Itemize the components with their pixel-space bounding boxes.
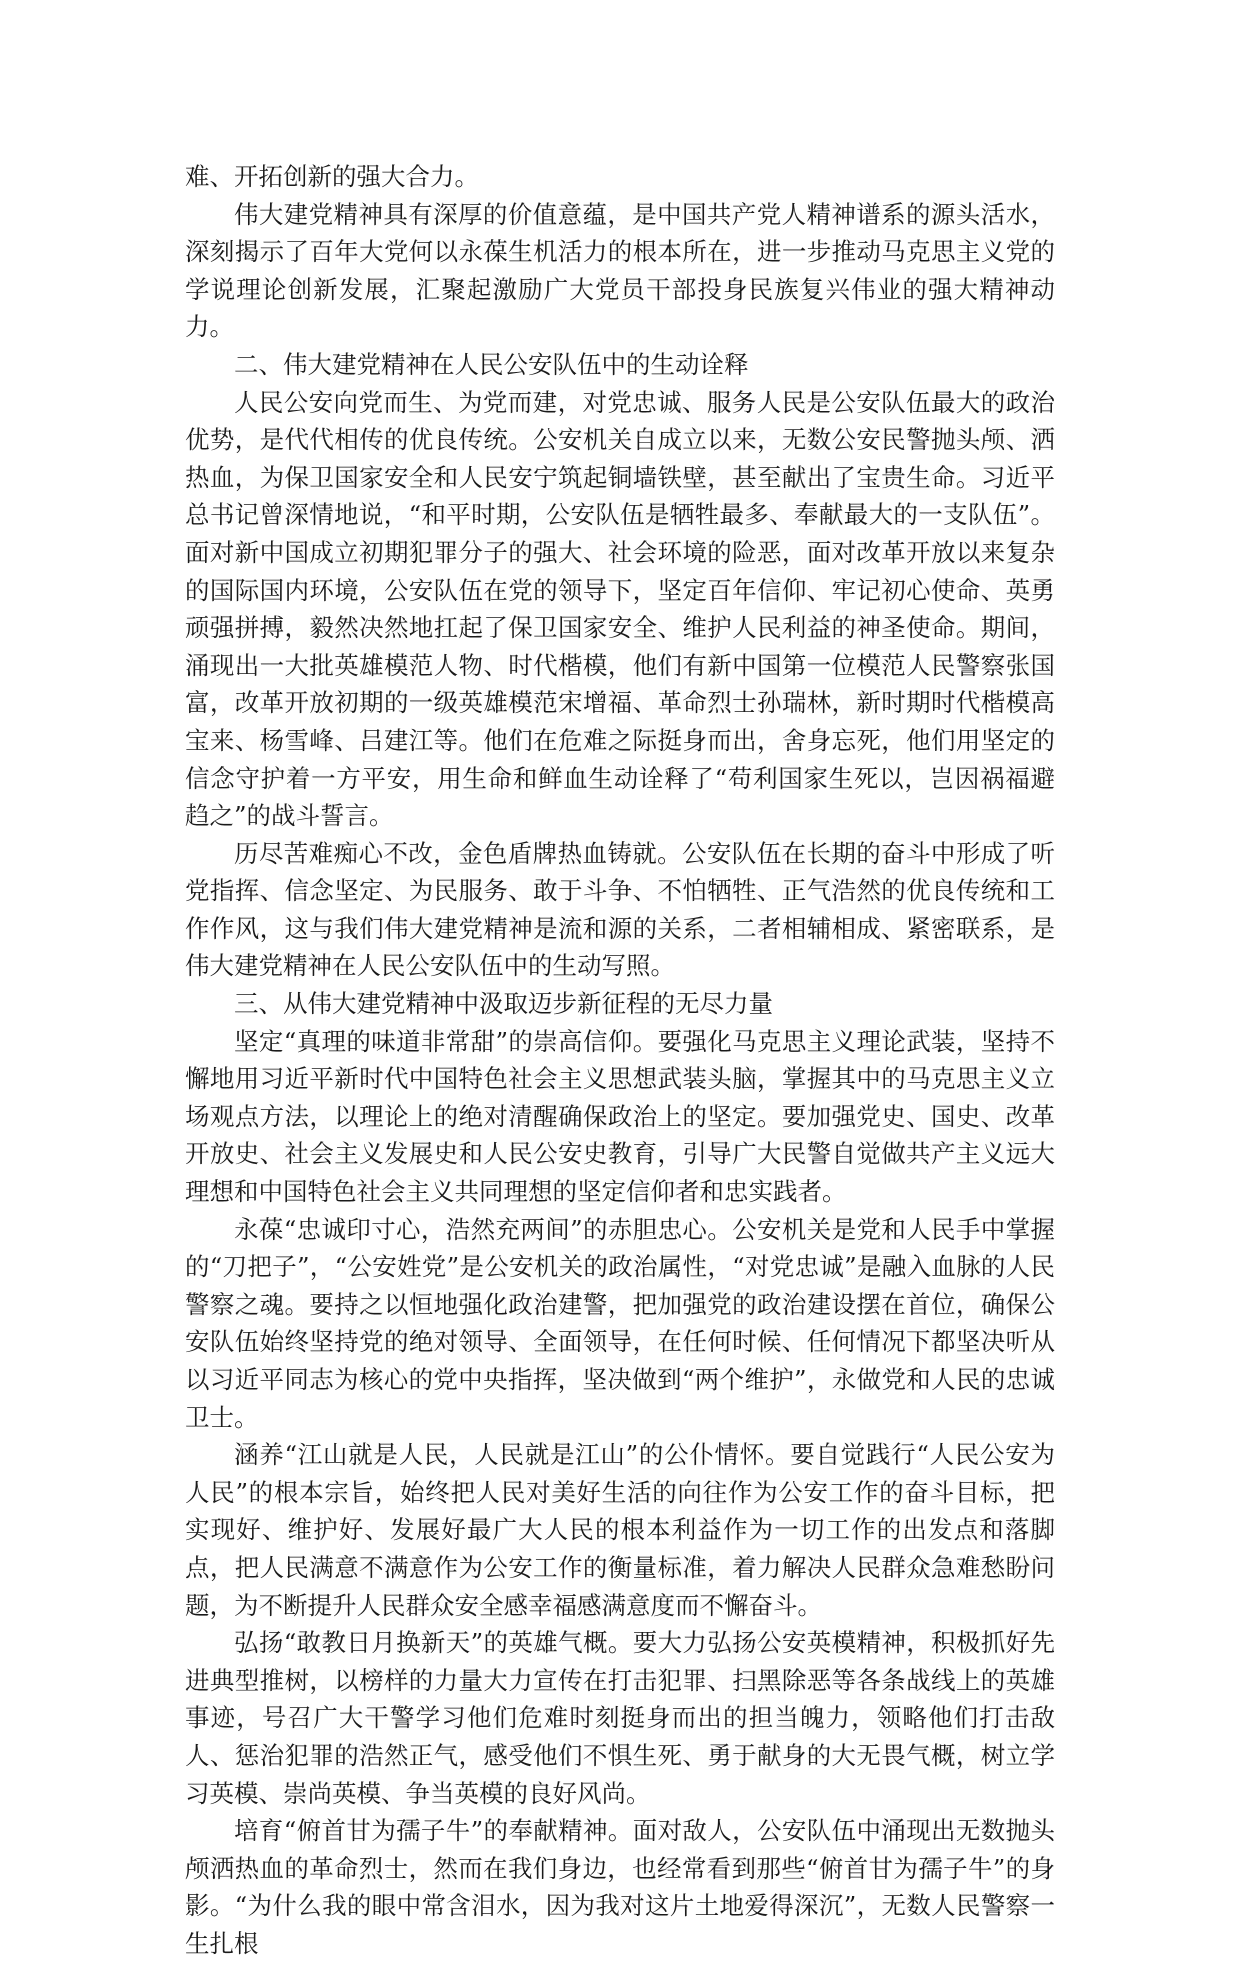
paragraph: 永葆“忠诚印寸心，浩然充两间”的赤胆忠心。公安机关是党和人民手中掌握的“刀把子”，“公安姓党”是公安机关的政治属性，“对党忠诚”是融入血脉的人民警察之魂。要持之以恒地强化政治建警，把加强党的政治建设摆在首位，确保公安队伍始终坚持党的绝对领导、全面领导，在任何时候、任何情况下都坚决听从以习近平同志为核心的党中央指挥，坚决做到“两个维护”，永做党和人民的忠诚卫士。 <box>185 1214 1055 1432</box>
paragraph-continuation: 难、开拓创新的强大合力。 <box>185 162 479 191</box>
paragraph: 坚定“真理的味道非常甜”的崇高信仰。要强化马克思主义理论武装，坚持不懈地用习近平新时代中国特色社会主义思想武装头脑，掌握其中的马克思主义立场观点方法，以理论上的绝对清醒确保政治上的坚定。要加强党史、国史、改革开放史、社会主义发展史和人民公安史教育，引导广大民警自觉做共产主义远大理想和中国特色社会主义共同理想的坚定信仰者和忠实践者。 <box>185 1026 1055 1207</box>
section-heading-3: 三、从伟大建党精神中汲取迈步新征程的无尽力量 <box>234 989 773 1019</box>
paragraph: 涵养“江山就是人民，人民就是江山”的公仆情怀。要自觉践行“人民公安为人民”的根本宗旨，始终把人民对美好生活的向往作为公安工作的奋斗目标，把实现好、维护好、发展好最广大人民的根本利益作为一切工作的出发点和落脚点，把人民满意不满意作为公安工作的衡量标准，着力解决人民群众急难愁盼问题，为不断提升人民群众安全感幸福感满意度而不懈奋斗。 <box>185 1440 1055 1620</box>
document-page <box>185 158 1055 1963</box>
paragraph: 伟大建党精神具有深厚的价值意蕴，是中国共产党人精神谱系的源头活水，深刻揭示了百年大党何以永葆生机活力的根本所在，进一步推动马克思主义党的学说理论创新发展，汇聚起激励广大党员干部投身民族复兴伟业的强大精神动力。 <box>185 199 1055 342</box>
paragraph: 弘扬“敢教日月换新天”的英雄气概。要大力弘扬公安英模精神，积极抓好先进典型推树，以榜样的力量大力宣传在打击犯罪、扫黑除恶等各条战线上的英雄事迹，号召广大干警学习他们危难时刻挺身而出的担当魄力，领略他们打击敌人、惩治犯罪的浩然正气，感受他们不惧生死、勇于献身的大无畏气概，树立学习英模、崇尚英模、争当英模的良好风尚。 <box>185 1628 1055 1808</box>
paragraph: 历尽苦难痴心不改，金色盾牌热血铸就。公安队伍在长期的奋斗中形成了听党指挥、信念坚定、为民服务、敢于斗争、不怕牺牲、正气浩然的优良传统和工作作风，这与我们伟大建党精神是流和源的关系，二者相辅相成、紧密联系，是伟大建党精神在人民公安队伍中的生动写照。 <box>185 838 1055 981</box>
section-heading-2: 二、伟大建党精神在人民公安队伍中的生动诠释 <box>234 349 749 379</box>
paragraph: 培育“俯首甘为孺子牛”的奉献精神。面对敌人，公安队伍中涌现出无数抛头颅洒热血的革命烈士，然而在我们身边，也经常看到那些“俯首甘为孺子牛”的身影。“为什么我的眼中常含泪水，因为我对这片土地爱得深沉”，无数人民警察一生扎根 <box>185 1816 1055 1958</box>
paragraph: 人民公安向党而生、为党而建，对党忠诚、服务人民是公安队伍最大的政治优势，是代代相传的优良传统。公安机关自成立以来，无数公安民警抛头颅、洒热血，为保卫国家安全和人民安宁筑起铜墙铁壁，甚至献出了宝贵生命。习近平总书记曾深情地说，“和平时期，公安队伍是牺牲最多、奉献最大的一支队伍”。面对新中国成立初期犯罪分子的强大、社会环境的险恶，面对改革开放以来复杂的国际国内环境，公安队伍在党的领导下，坚定百年信仰、牢记初心使命、英勇顽强拼搏，毅然决然地扛起了保卫国家安全、维护人民利益的神圣使命。期间，涌现出一大批英雄模范人物、时代楷模，他们有新中国第一位模范人民警察张国富，改革开放初期的一级英雄模范宋增福、革命烈士孙瑞林，新时期时代楷模高宝来、杨雪峰、吕建江等。他们在危难之际挺身而出，舍身忘死，他们用坚定的信念守护着一方平安，用生命和鲜血生动诠释了“苟利国家生死以，岂因祸福避趋之”的战斗誓言。 <box>185 387 1055 831</box>
